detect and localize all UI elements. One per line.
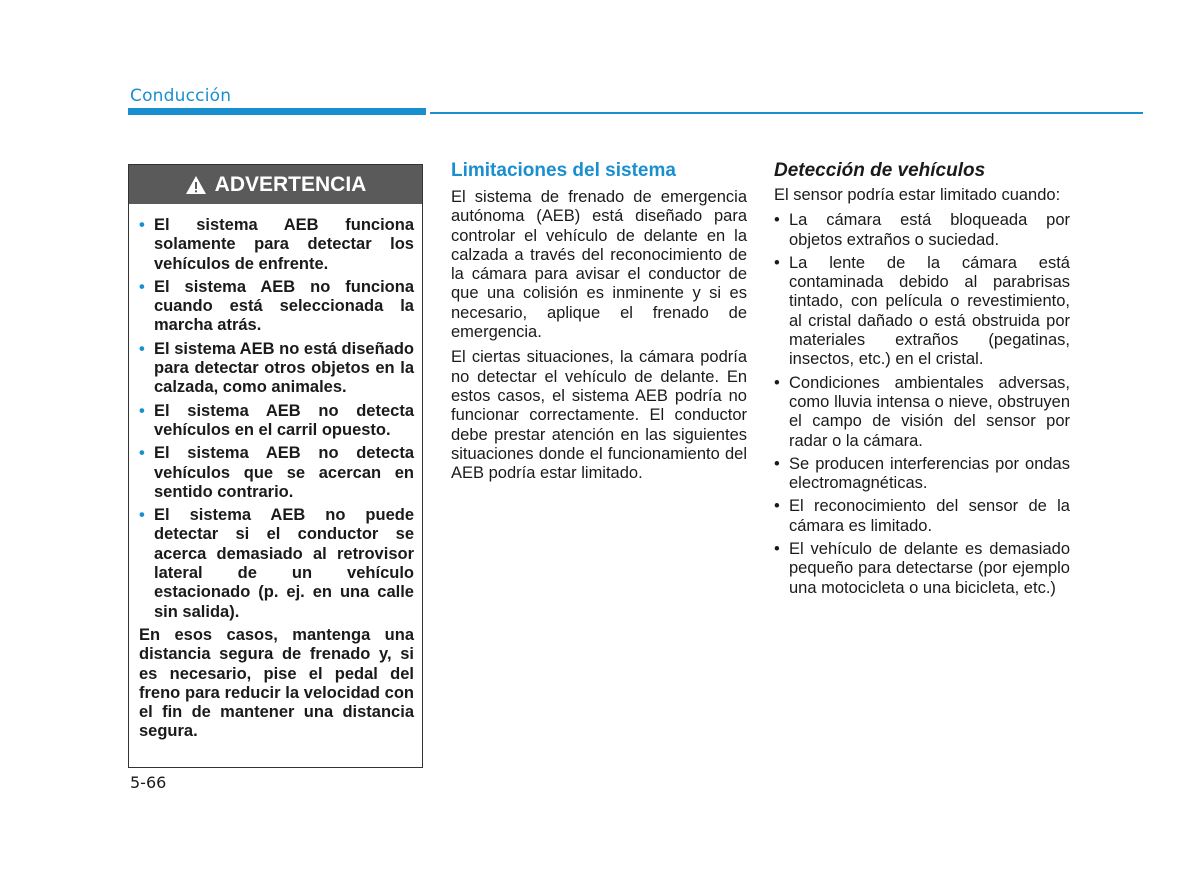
limitations-paragraph: El sistema de frenado de emergencia autónoma (AEB) está diseñado para controlar el vehículo de delante en la calzada a través del reconocimiento de la cámara para avisar el conductor de que una colisión es inminente y si es necesario, aplique el frenado de emergencia. bbox=[451, 188, 747, 342]
bullet-icon: • bbox=[139, 339, 145, 358]
detection-item: • El reconocimiento del sensor de la cámara es limitado. bbox=[774, 497, 1070, 535]
warning-item: • El sistema AEB no funciona cuando está seleccionada la marcha atrás. bbox=[139, 277, 414, 335]
warning-item: • El sistema AEB no detecta vehículos que se acercan en sentido contrario. bbox=[139, 444, 414, 501]
bullet-icon: • bbox=[774, 211, 780, 230]
warning-title: ADVERTENCIA bbox=[214, 172, 367, 196]
header-rule-thin bbox=[430, 112, 1143, 114]
bullet-icon: • bbox=[139, 506, 145, 525]
warning-item: • El sistema AEB no está diseñado para detectar otros objetos en la calzada, como animales. bbox=[139, 339, 414, 397]
bullet-icon: • bbox=[774, 373, 780, 392]
bullet-icon: • bbox=[774, 497, 780, 516]
bullet-icon: • bbox=[774, 253, 780, 272]
detection-item: • Condiciones ambientales adversas, como lluvia intensa o nieve, obstruyen el campo de visión del sensor por radar o la cámara. bbox=[774, 373, 1070, 450]
warning-item: • El sistema AEB no puede detectar si el conductor se acerca demasiado al retrovisor lateral de un vehículo estacionado (p. ej. en una calle sin salida). bbox=[139, 506, 414, 621]
limitations-paragraph: El ciertas situaciones, la cámara podría no detectar el vehículo de delante. En estos casos, el sistema AEB podría no funcionar correctamente. El conductor debe prestar atención en las siguientes situaciones donde el funcionamiento del AEB podría estar limitado. bbox=[451, 348, 747, 483]
header-rule-thick bbox=[128, 108, 426, 115]
warning-note: En esos casos, mantenga una distancia segura de frenado y, si es necesario, pise el pedal del freno para reducir la velocidad con el fin de mantener una distancia segura. bbox=[139, 625, 414, 741]
section-title: Conducción bbox=[130, 86, 232, 106]
warning-item: • El sistema AEB no detecta vehículos en el carril opuesto. bbox=[139, 401, 414, 439]
detection-column bbox=[774, 160, 1070, 602]
bullet-icon: • bbox=[139, 401, 145, 420]
detection-item: • Se producen interferencias por ondas electromagnéticas. bbox=[774, 454, 1070, 493]
limitations-column bbox=[451, 160, 747, 489]
warning-item: • El sistema AEB funciona solamente para detectar los vehículos de enfrente. bbox=[139, 216, 414, 273]
bullet-icon: • bbox=[139, 444, 145, 463]
bullet-icon: • bbox=[139, 277, 145, 296]
bullet-icon: • bbox=[139, 216, 145, 234]
warning-triangle-icon bbox=[185, 175, 207, 195]
page-number: 5-66 bbox=[130, 773, 167, 792]
warning-box bbox=[128, 164, 423, 768]
detection-item: • El vehículo de delante es demasiado pequeño para detectarse (por ejemplo una motocicleta o una bicicleta, etc.) bbox=[774, 540, 1070, 597]
detection-heading: Detección de vehículos bbox=[774, 160, 986, 181]
detection-item: • La lente de la cámara está contaminada debido al parabrisas tintado, con película o revestimiento, al cristal dañado o está obstruida por materiales extraños (pegatinas, insectos, etc.) en el cristal. bbox=[774, 253, 1070, 369]
detection-intro: El sensor podría estar limitado cuando: bbox=[774, 186, 1061, 204]
detection-item: • La cámara está bloqueada por objetos extraños o suciedad. bbox=[774, 211, 1070, 249]
warning-body bbox=[129, 204, 422, 742]
limitations-heading: Limitaciones del sistema bbox=[451, 160, 676, 181]
warning-header bbox=[129, 165, 422, 204]
bullet-icon: • bbox=[774, 454, 780, 473]
bullet-icon: • bbox=[774, 540, 780, 559]
